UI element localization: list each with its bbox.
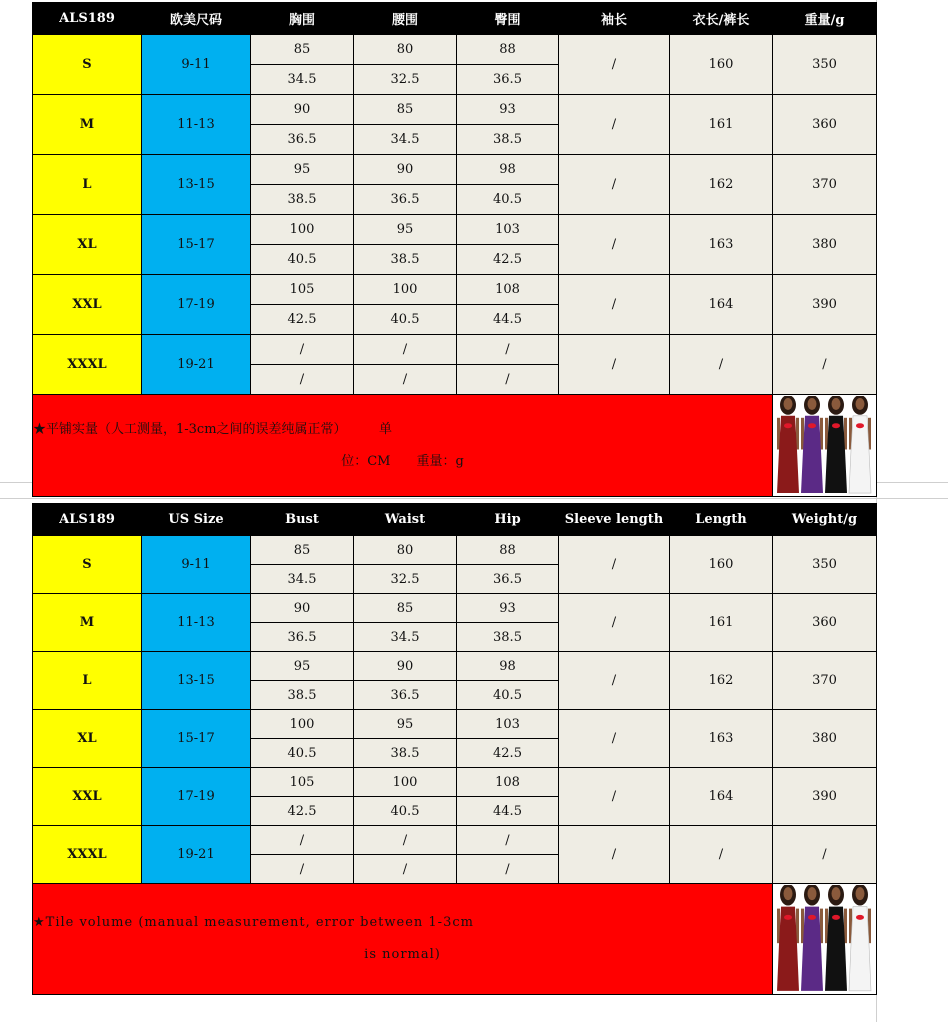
table-row xyxy=(33,275,877,305)
weight-g: 370 xyxy=(773,155,877,215)
waist-cm: / xyxy=(354,335,457,365)
model-figure xyxy=(825,396,847,493)
us-size-range: 11-13 xyxy=(142,594,251,652)
header-sleeve: Sleeve length xyxy=(559,504,670,536)
us-size-range: 11-13 xyxy=(142,95,251,155)
weight-g: 360 xyxy=(773,594,877,652)
hip-inch: 36.5 xyxy=(457,65,559,95)
waist-inch: / xyxy=(354,365,457,395)
bust-cm: 90 xyxy=(251,594,354,623)
weight-g: 390 xyxy=(773,275,877,335)
bust-inch: 40.5 xyxy=(251,245,354,275)
bust-cm: / xyxy=(251,335,354,365)
garment-length: 163 xyxy=(670,215,773,275)
hip-cm: 88 xyxy=(457,536,559,565)
hip-cm: 103 xyxy=(457,215,559,245)
table-row xyxy=(33,768,877,797)
waist-cm: 80 xyxy=(354,35,457,65)
bust-inch: 38.5 xyxy=(251,185,354,215)
size-label: XL xyxy=(33,215,142,275)
header-us-size: 欧美尺码 xyxy=(142,3,251,35)
sleeve-length: / xyxy=(559,95,670,155)
garment-length: 160 xyxy=(670,35,773,95)
garment-length: 161 xyxy=(670,594,773,652)
note-row xyxy=(33,884,877,995)
table-row xyxy=(33,826,877,855)
us-size-range: 15-17 xyxy=(142,215,251,275)
table-row xyxy=(33,652,877,681)
header-us-size: US Size xyxy=(142,504,251,536)
waist-cm: / xyxy=(354,826,457,855)
header-weight: 重量/g xyxy=(773,3,877,35)
header-waist: 腰围 xyxy=(354,3,457,35)
weight-g: 360 xyxy=(773,95,877,155)
note-line-2: 位：CM 重量：g xyxy=(341,453,464,469)
hip-cm: 108 xyxy=(457,768,559,797)
bust-inch: 38.5 xyxy=(251,681,354,710)
header-hip: 臀围 xyxy=(457,3,559,35)
garment-length: / xyxy=(670,335,773,395)
sleeve-length: / xyxy=(559,768,670,826)
size-label: S xyxy=(33,536,142,594)
sleeve-length: / xyxy=(559,710,670,768)
model-figure xyxy=(777,396,799,493)
weight-g: / xyxy=(773,335,877,395)
hip-cm: 93 xyxy=(457,95,559,125)
garment-length: 163 xyxy=(670,710,773,768)
size-label: XXL xyxy=(33,275,142,335)
sleeve-length: / xyxy=(559,215,670,275)
bust-inch: 40.5 xyxy=(251,739,354,768)
note-line-1: ★平铺实量（人工测量，1-3cm之间的误差纯属正常） 单 xyxy=(33,421,393,437)
size-chart-chinese xyxy=(32,2,876,497)
model-figure xyxy=(849,396,871,493)
sleeve-length: / xyxy=(559,35,670,95)
weight-g: 390 xyxy=(773,768,877,826)
hip-inch: 36.5 xyxy=(457,565,559,594)
garment-length: 164 xyxy=(670,275,773,335)
waist-inch: / xyxy=(354,855,457,884)
size-chart-english xyxy=(32,503,876,995)
hip-inch: 38.5 xyxy=(457,125,559,155)
waist-inch: 38.5 xyxy=(354,245,457,275)
measurement-note xyxy=(33,395,773,497)
model-photo xyxy=(773,884,877,995)
hip-inch: 44.5 xyxy=(457,797,559,826)
size-label: XXXL xyxy=(33,335,142,395)
guide-line xyxy=(0,498,948,499)
waist-inch: 32.5 xyxy=(354,565,457,594)
bust-cm: 85 xyxy=(251,35,354,65)
hip-cm: 88 xyxy=(457,35,559,65)
table-row xyxy=(33,594,877,623)
weight-g: 350 xyxy=(773,35,877,95)
bust-cm: 105 xyxy=(251,275,354,305)
weight-g: 370 xyxy=(773,652,877,710)
table-row xyxy=(33,335,877,365)
bust-inch: / xyxy=(251,365,354,395)
hip-inch: 42.5 xyxy=(457,245,559,275)
hip-cm: 103 xyxy=(457,710,559,739)
hip-inch: 38.5 xyxy=(457,623,559,652)
hip-inch: 40.5 xyxy=(457,681,559,710)
us-size-range: 17-19 xyxy=(142,768,251,826)
hip-inch: 42.5 xyxy=(457,739,559,768)
note-line-2: is normal) xyxy=(364,947,441,962)
header-length: 衣长/裤长 xyxy=(670,3,773,35)
waist-cm: 80 xyxy=(354,536,457,565)
header-weight: Weight/g xyxy=(773,504,877,536)
waist-cm: 95 xyxy=(354,215,457,245)
weight-g: / xyxy=(773,826,877,884)
waist-inch: 40.5 xyxy=(354,797,457,826)
waist-inch: 40.5 xyxy=(354,305,457,335)
hip-inch: / xyxy=(457,855,559,884)
hip-inch: 40.5 xyxy=(457,185,559,215)
garment-length: 162 xyxy=(670,155,773,215)
header-sleeve: 袖长 xyxy=(559,3,670,35)
header-row xyxy=(33,3,877,35)
us-size-range: 19-21 xyxy=(142,826,251,884)
header-style-code: ALS189 xyxy=(33,504,142,536)
garment-length: 164 xyxy=(670,768,773,826)
hip-cm: 93 xyxy=(457,594,559,623)
waist-cm: 85 xyxy=(354,594,457,623)
waist-cm: 90 xyxy=(354,652,457,681)
bust-inch: / xyxy=(251,855,354,884)
bust-cm: 95 xyxy=(251,652,354,681)
us-size-range: 9-11 xyxy=(142,35,251,95)
sleeve-length: / xyxy=(559,536,670,594)
note-row xyxy=(33,395,877,497)
model-figure xyxy=(777,885,799,991)
bust-inch: 42.5 xyxy=(251,305,354,335)
hip-inch: / xyxy=(457,365,559,395)
header-length: Length xyxy=(670,504,773,536)
waist-cm: 90 xyxy=(354,155,457,185)
waist-inch: 34.5 xyxy=(354,623,457,652)
waist-inch: 32.5 xyxy=(354,65,457,95)
bust-cm: 100 xyxy=(251,215,354,245)
sleeve-length: / xyxy=(559,275,670,335)
us-size-range: 13-15 xyxy=(142,652,251,710)
size-label: M xyxy=(33,594,142,652)
waist-cm: 85 xyxy=(354,95,457,125)
bust-cm: / xyxy=(251,826,354,855)
hip-cm: 98 xyxy=(457,155,559,185)
us-size-range: 17-19 xyxy=(142,275,251,335)
us-size-range: 9-11 xyxy=(142,536,251,594)
sleeve-length: / xyxy=(559,155,670,215)
table-row xyxy=(33,155,877,185)
garment-length: 162 xyxy=(670,652,773,710)
size-label: M xyxy=(33,95,142,155)
hip-cm: / xyxy=(457,826,559,855)
bust-cm: 100 xyxy=(251,710,354,739)
size-label: XXL xyxy=(33,768,142,826)
us-size-range: 15-17 xyxy=(142,710,251,768)
bust-inch: 42.5 xyxy=(251,797,354,826)
table-row xyxy=(33,710,877,739)
garment-length: 160 xyxy=(670,536,773,594)
table-row xyxy=(33,215,877,245)
sleeve-length: / xyxy=(559,594,670,652)
bust-inch: 34.5 xyxy=(251,65,354,95)
size-label: L xyxy=(33,652,142,710)
garment-length: / xyxy=(670,826,773,884)
header-style-code: ALS189 xyxy=(33,3,142,35)
waist-inch: 34.5 xyxy=(354,125,457,155)
size-table xyxy=(32,2,877,497)
model-figure xyxy=(801,885,823,991)
us-size-range: 13-15 xyxy=(142,155,251,215)
bust-cm: 105 xyxy=(251,768,354,797)
model-figure xyxy=(849,885,871,991)
bust-cm: 85 xyxy=(251,536,354,565)
us-size-range: 19-21 xyxy=(142,335,251,395)
waist-cm: 100 xyxy=(354,275,457,305)
waist-inch: 36.5 xyxy=(354,681,457,710)
note-line-1: ★Tile volume (manual measurement, error between 1-3cm xyxy=(33,915,474,930)
sleeve-length: / xyxy=(559,826,670,884)
table-row xyxy=(33,95,877,125)
bust-cm: 95 xyxy=(251,155,354,185)
size-table xyxy=(32,503,877,995)
size-label: S xyxy=(33,35,142,95)
waist-cm: 95 xyxy=(354,710,457,739)
size-label: XXXL xyxy=(33,826,142,884)
header-waist: Waist xyxy=(354,504,457,536)
hip-cm: 108 xyxy=(457,275,559,305)
weight-g: 380 xyxy=(773,710,877,768)
waist-inch: 38.5 xyxy=(354,739,457,768)
size-label: XL xyxy=(33,710,142,768)
waist-cm: 100 xyxy=(354,768,457,797)
model-photo xyxy=(773,395,877,497)
hip-inch: 44.5 xyxy=(457,305,559,335)
model-figure xyxy=(801,396,823,493)
header-row xyxy=(33,504,877,536)
weight-g: 350 xyxy=(773,536,877,594)
bust-inch: 36.5 xyxy=(251,125,354,155)
weight-g: 380 xyxy=(773,215,877,275)
hip-cm: / xyxy=(457,335,559,365)
bust-inch: 34.5 xyxy=(251,565,354,594)
bust-inch: 36.5 xyxy=(251,623,354,652)
bust-cm: 90 xyxy=(251,95,354,125)
sleeve-length: / xyxy=(559,335,670,395)
header-bust: 胸围 xyxy=(251,3,354,35)
garment-length: 161 xyxy=(670,95,773,155)
header-bust: Bust xyxy=(251,504,354,536)
table-row xyxy=(33,536,877,565)
waist-inch: 36.5 xyxy=(354,185,457,215)
table-row xyxy=(33,35,877,65)
header-hip: Hip xyxy=(457,504,559,536)
hip-cm: 98 xyxy=(457,652,559,681)
model-figure xyxy=(825,885,847,991)
size-label: L xyxy=(33,155,142,215)
sleeve-length: / xyxy=(559,652,670,710)
measurement-note xyxy=(33,884,773,995)
